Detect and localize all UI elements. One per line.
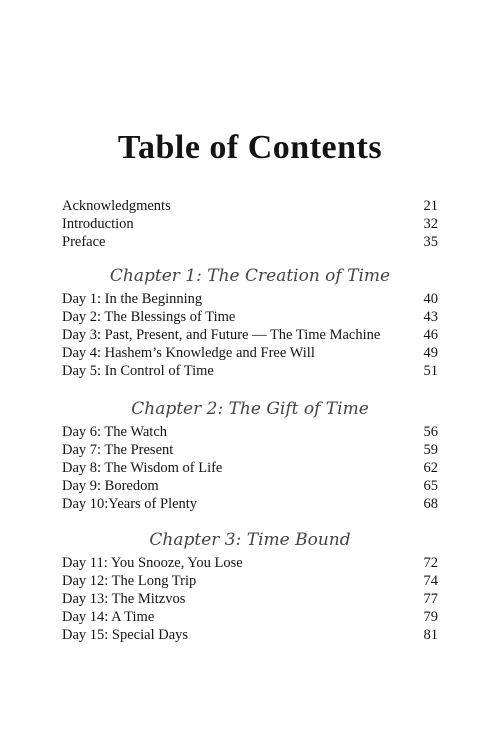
toc-entry[interactable]	[62, 308, 438, 326]
toc-entry[interactable]	[62, 290, 438, 308]
entry-title: Introduction	[62, 216, 134, 232]
toc-entry[interactable]	[62, 326, 438, 344]
entry-title: Day 9: Boredom	[62, 478, 159, 494]
entry-title: Day 7: The Present	[62, 442, 174, 458]
entry-title: Day 4: Hashem’s Knowledge and Free Will	[62, 345, 315, 361]
entry-page-number: 74	[423, 573, 438, 589]
entry-title: Day 12: The Long Trip	[62, 573, 197, 589]
entry-page-number: 59	[423, 442, 438, 458]
toc-entry[interactable]	[62, 590, 438, 608]
toc-entry[interactable]	[62, 423, 438, 441]
entry-title: Preface	[62, 234, 106, 250]
entry-title: Day 11: You Snooze, You Lose	[62, 555, 243, 571]
toc-entry[interactable]	[62, 572, 438, 590]
chapter-2-section	[62, 398, 438, 513]
entry-title: Day 14: A Time	[62, 609, 155, 625]
entry-page-number: 32	[423, 216, 438, 232]
entry-title: Day 3: Past, Present, and Future — The Time Machine	[62, 327, 381, 343]
entry-page-number: 35	[423, 234, 438, 250]
entry-page-number: 46	[423, 327, 438, 343]
chapter-heading: Chapter 2: The Gift of Time	[131, 399, 369, 419]
toc-entry[interactable]	[62, 344, 438, 362]
page-title: Table of Contents	[117, 129, 383, 166]
toc-entry[interactable]	[62, 608, 438, 626]
toc-entry[interactable]	[62, 459, 438, 477]
entry-title: Day 5: In Control of Time	[62, 363, 214, 379]
front-matter-list	[62, 197, 438, 251]
entry-page-number: 72	[423, 555, 438, 571]
toc-entry[interactable]	[62, 554, 438, 572]
entry-title: Day 6: The Watch	[62, 424, 168, 440]
entry-page-number: 21	[423, 198, 438, 214]
chapter-3-section	[62, 529, 438, 644]
toc-entry[interactable]	[62, 362, 438, 380]
entry-page-number: 56	[423, 424, 438, 440]
entry-page-number: 68	[423, 496, 438, 512]
entry-page-number: 62	[423, 460, 438, 476]
entry-page-number: 77	[423, 591, 438, 607]
entry-page-number: 43	[423, 309, 438, 325]
entry-page-number: 81	[423, 627, 438, 643]
entry-page-number: 65	[423, 478, 438, 494]
toc-entry[interactable]	[62, 215, 438, 233]
entry-title: Day 13: The Mitzvos	[62, 591, 186, 607]
chapter-heading: Chapter 1: The Creation of Time	[109, 266, 391, 286]
entry-page-number: 40	[423, 291, 438, 307]
chapter-1-section	[62, 265, 438, 380]
entry-title: Day 15: Special Days	[62, 627, 189, 643]
entry-page-number: 49	[423, 345, 438, 361]
entry-title: Day 8: The Wisdom of Life	[62, 460, 223, 476]
entry-title: Acknowledgments	[62, 198, 171, 214]
toc-entry[interactable]	[62, 495, 438, 513]
entry-title: Day 1: In the Beginning	[62, 291, 203, 307]
toc-entry[interactable]	[62, 626, 438, 644]
toc-entry[interactable]	[62, 441, 438, 459]
entry-page-number: 51	[423, 363, 438, 379]
toc-entry[interactable]	[62, 197, 438, 215]
toc-entry[interactable]	[62, 477, 438, 495]
chapter-heading: Chapter 3: Time Bound	[149, 530, 351, 550]
entry-page-number: 79	[423, 609, 438, 625]
toc-entry[interactable]	[62, 233, 438, 251]
entry-title: Day 10:Years of Plenty	[62, 496, 198, 512]
entry-title: Day 2: The Blessings of Time	[62, 309, 236, 325]
